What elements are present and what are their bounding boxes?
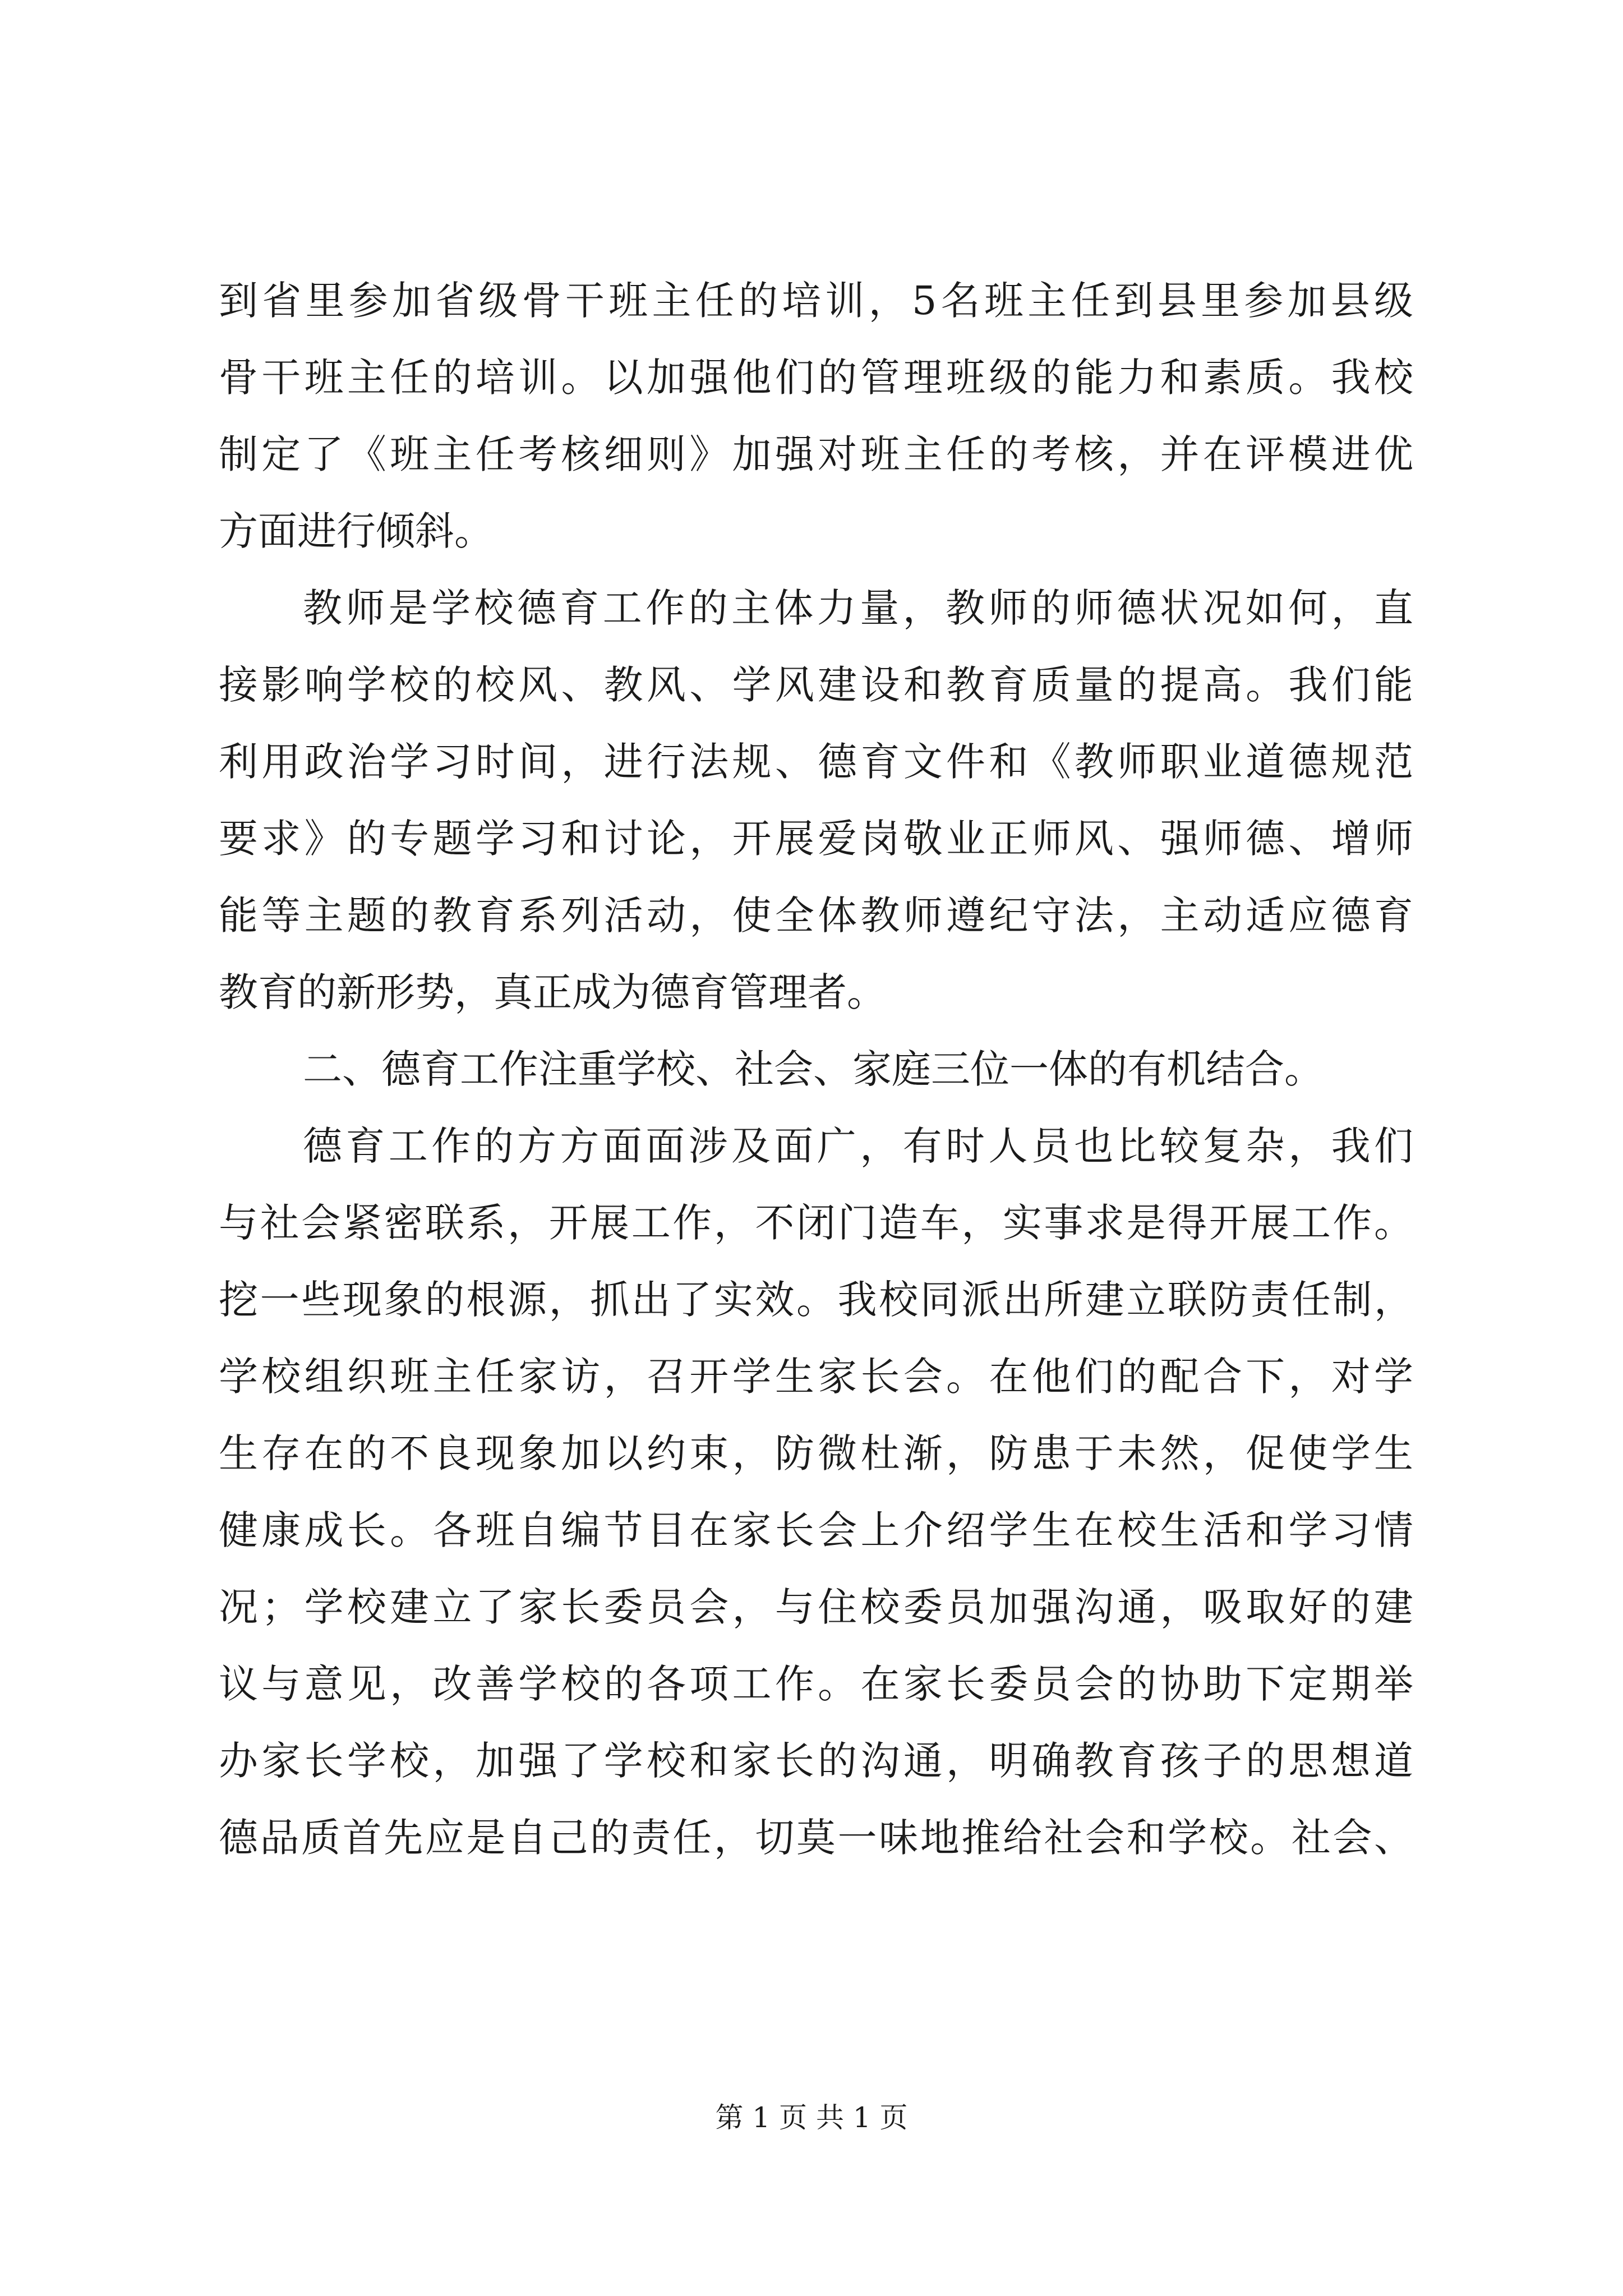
text-line: 到省里参加省级骨干班主任的培训，5名班主任到县里参加县级 [219,278,1413,324]
text-line: 学校组织班主任家访，召开学生家长会。在他们的配合下，对学 [219,1354,1413,1400]
text-line: 制定了《班主任考核细则》加强对班主任的考核，并在评模进优 [219,431,1413,477]
text-line: 生存在的不良现象加以约束，防微杜渐，防患于未然，促使学生 [219,1430,1413,1476]
text-line: 能等主题的教育系列活动，使全体教师遵纪守法，主动适应德育 [219,892,1413,938]
page-number-footer: 第 1 页 共 1 页 [715,2101,908,2134]
text-line: 与社会紧密联系，开展工作，不闭门造车，实事求是得开展工作。 [219,1200,1413,1246]
text-line: 德品质首先应是自己的责任，切莫一味地推给社会和学校。社会、 [219,1815,1413,1861]
text-line: 方面进行倾斜。 [219,508,494,554]
text-line: 德育工作的方方面面涉及面广，有时人员也比较复杂，我们 [303,1123,1413,1169]
text-line: 办家长学校，加强了学校和家长的沟通，明确教育孩子的思想道 [219,1738,1413,1784]
text-line: 教育的新形势，真正成为德育管理者。 [219,969,886,1015]
text-line: 议与意见，改善学校的各项工作。在家长委员会的协助下定期举 [219,1661,1413,1707]
document-body [219,263,1413,1876]
text-line: 挖一些现象的根源，抓出了实效。我校同派出所建立联防责任制， [219,1277,1413,1323]
text-line: 健康成长。各班自编节目在家长会上介绍学生在校生活和学习情 [219,1507,1413,1553]
text-line: 利用政治学习时间，进行法规、德育文件和《教师职业道德规范 [219,739,1413,785]
text-line: 况；学校建立了家长委员会，与住校委员加强沟通，吸取好的建 [219,1584,1413,1630]
text-line: 接影响学校的校风、教风、学风建设和教育质量的提高。我们能 [219,662,1413,708]
text-line: 要求》的专题学习和讨论，开展爱岗敬业正师风、强师德、增师 [219,816,1413,862]
section-heading: 二、德育工作注重学校、社会、家庭三位一体的有机结合。 [303,1046,1324,1092]
text-line: 骨干班主任的培训。以加强他们的管理班级的能力和素质。我校 [219,355,1413,401]
text-line: 教师是学校德育工作的主体力量，教师的师德状况如何，直 [303,585,1413,631]
